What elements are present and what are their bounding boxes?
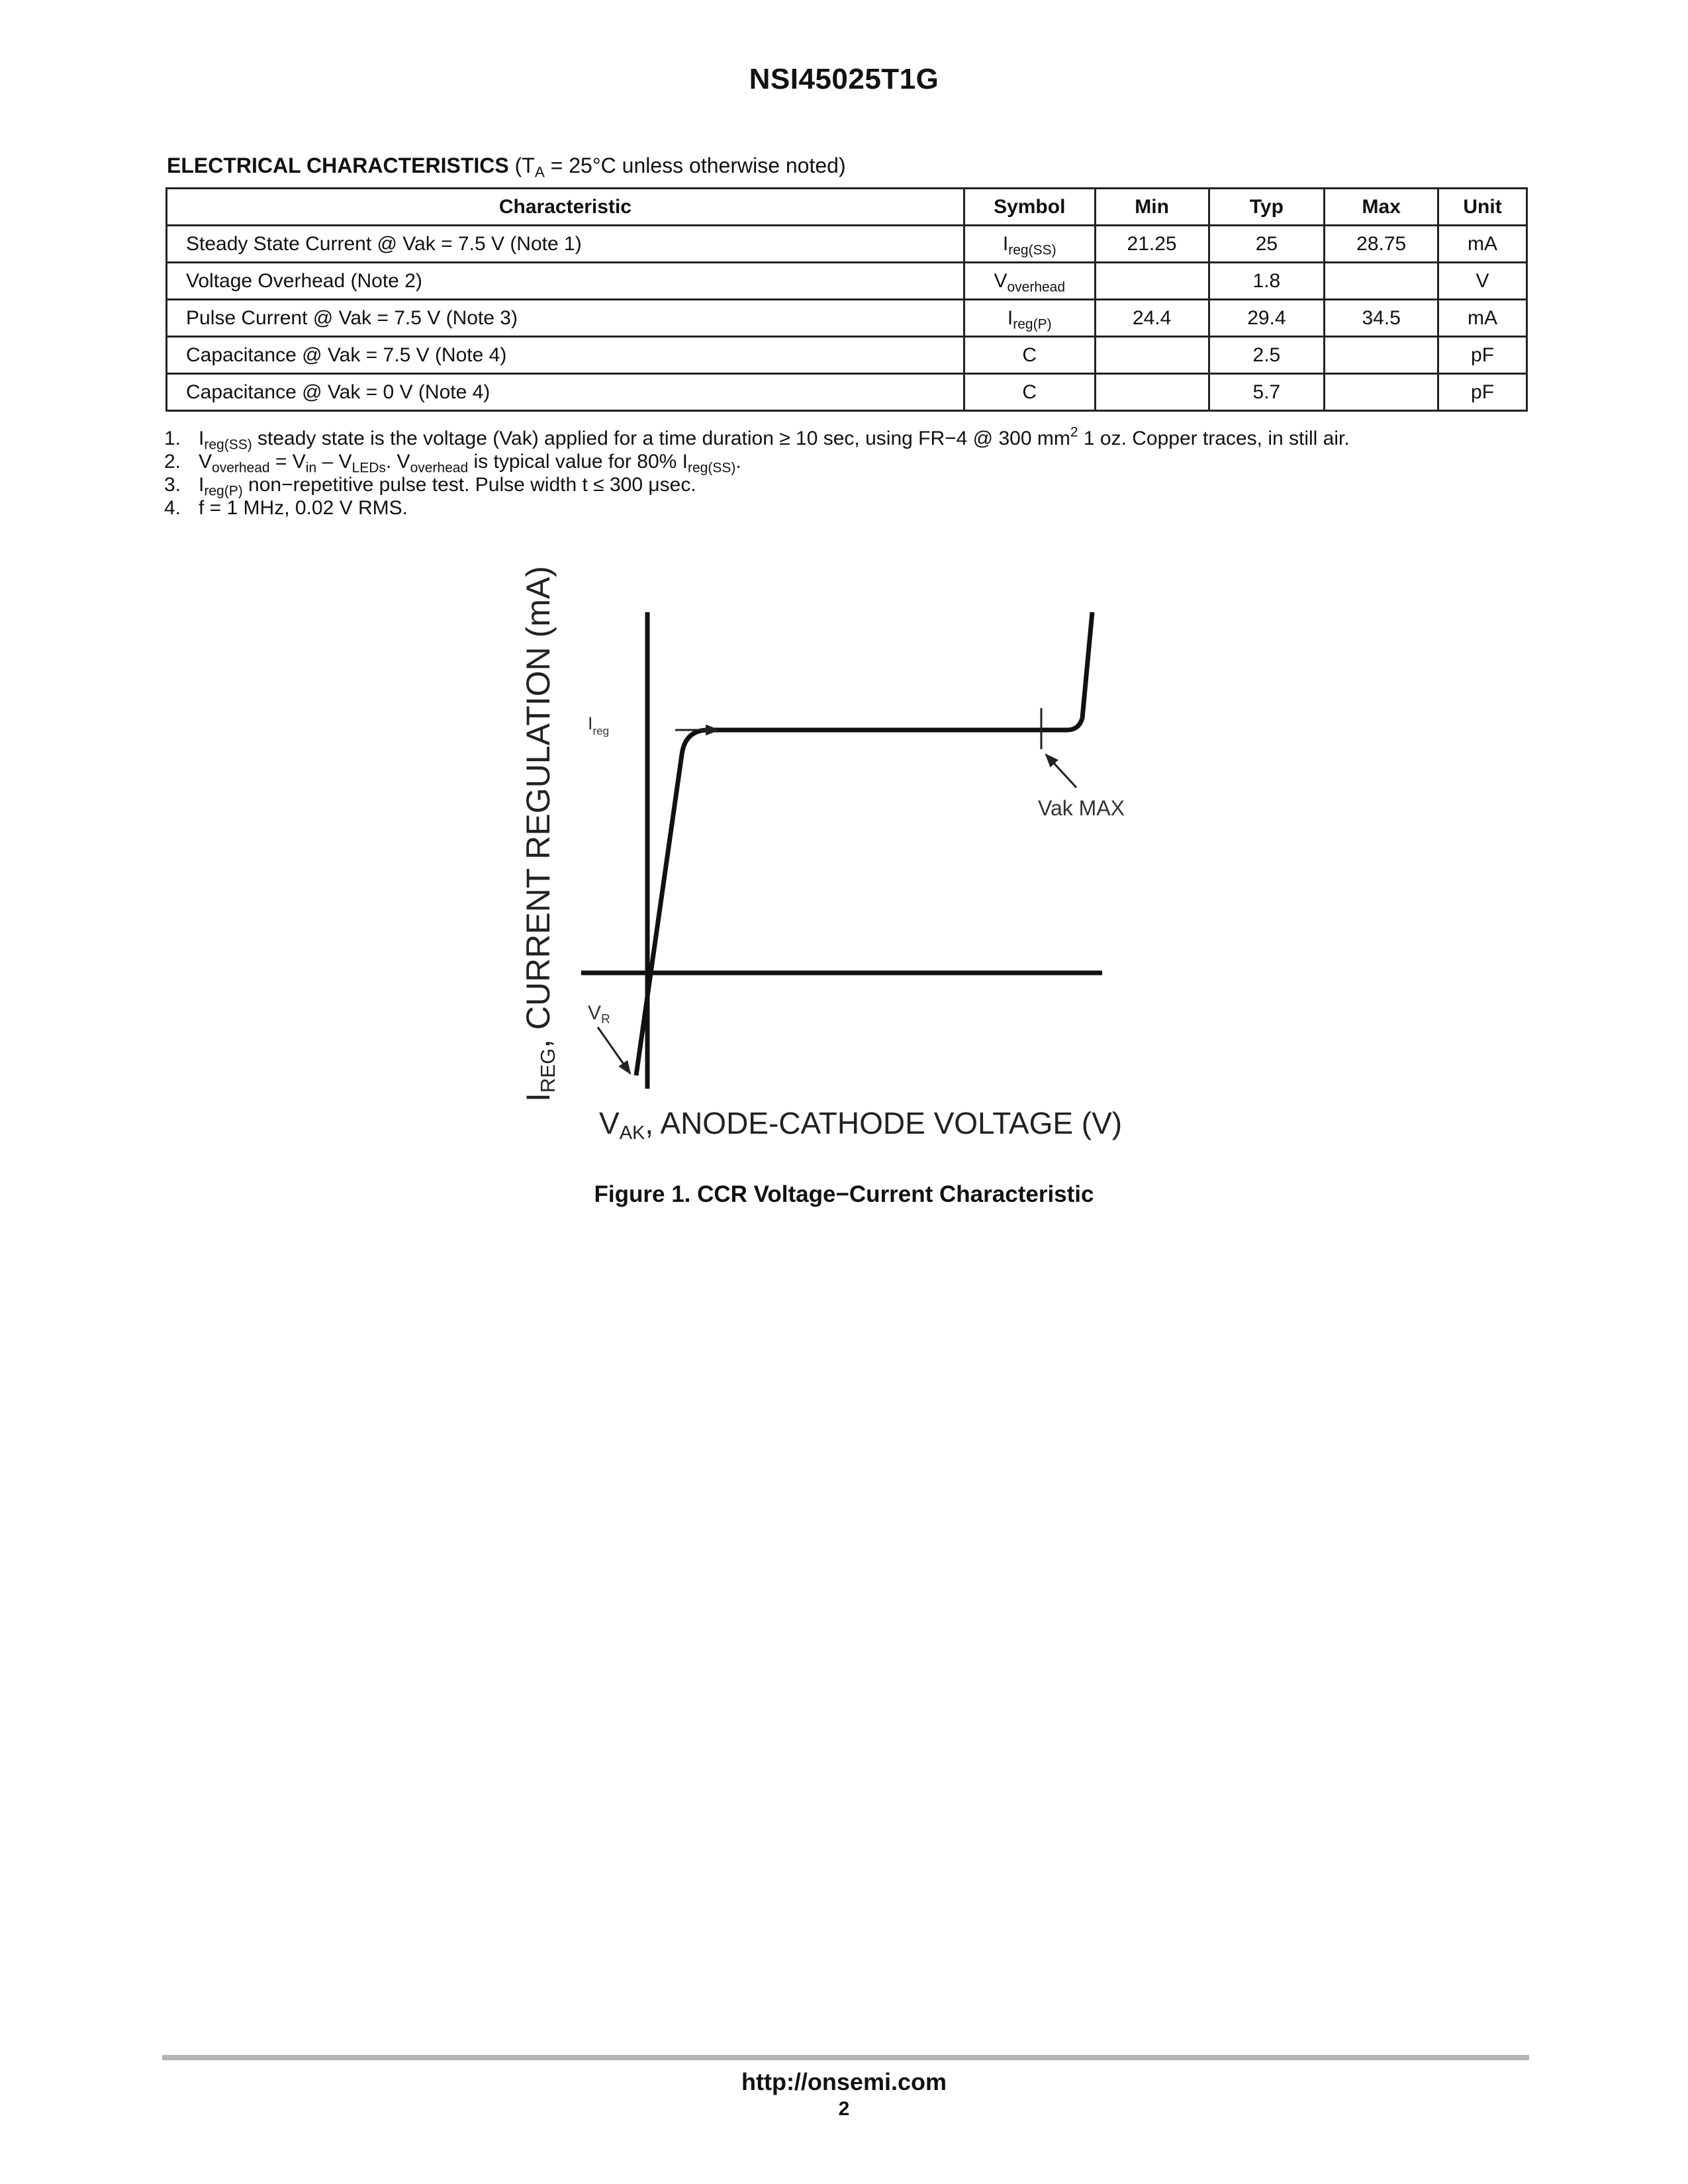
cell-typ: 2.5 — [1209, 337, 1325, 374]
x-axis-label: VAK, ANODE-CATHODE VOLTAGE (V) — [599, 1106, 1123, 1144]
ireg-label: $I_{reg}$ — [588, 713, 610, 737]
header-typ: Typ — [1209, 189, 1325, 226]
cell-symbol: $V_{overhead}$ — [964, 263, 1095, 300]
cell-symbol: $I_{reg(P)}$ — [964, 300, 1095, 337]
cell-max — [1325, 337, 1438, 374]
y-axis-label: IREG, CURRENT REGULATION (mA) — [520, 566, 559, 1102]
cell-characteristic: Voltage Overhead (Note 2) — [167, 263, 964, 300]
cell-characteristic: Steady State Current @ Vak = 7.5 V (Note 1) — [167, 226, 964, 263]
note-3: 3. $I_{reg(P)}$ non−repetitive pulse test. Pulse width t ≤ 300 μsec. — [164, 474, 696, 499]
note-4-text: f = 1 MHz, 0.02 V RMS. — [199, 497, 408, 519]
cell-max: 34.5 — [1325, 300, 1438, 337]
cell-min — [1095, 337, 1209, 374]
header-symbol: Symbol — [964, 189, 1095, 226]
cell-min: 21.25 — [1095, 226, 1209, 263]
page-title: NSI45025T1G — [749, 63, 939, 95]
cell-characteristic: Capacitance @ Vak = 7.5 V (Note 4) — [167, 337, 964, 374]
note-2-text: $V_{overhead} = V_{in} - V_{LEDs}$. $V_{overhead}$ is typical value for 80% $I_{reg(SS)}$. — [199, 451, 741, 476]
note-2: 2. $V_{overhead} = V_{in} - V_{LEDs}$. $V_{overhead}$ is typical value for 80% $I_{reg(SS)}$. — [164, 451, 741, 476]
header-max: Max — [1325, 189, 1438, 226]
cell-max — [1325, 374, 1438, 411]
note-1: 1. $I_{reg(SS)}$ steady state is the voltage (Vak) applied for a time duration ≥ 10 sec, using FR−4 @ 300 $mm^2$ 1 oz. Copper traces, in still air. — [164, 424, 1350, 453]
section-condition: ($T_A = 25^\circ C$ unless otherwise noted) — [514, 154, 846, 181]
note-4: 4. f = 1 MHz, 0.02 V RMS. — [164, 497, 408, 519]
vr-label: $V_R$ — [588, 1002, 610, 1026]
cell-unit: mA — [1438, 226, 1527, 263]
cell-typ: 29.4 — [1209, 300, 1325, 337]
cell-max — [1325, 263, 1438, 300]
cell-characteristic: Capacitance @ Vak = 0 V (Note 4) — [167, 374, 964, 411]
table-row — [167, 337, 1527, 374]
cell-typ: 25 — [1209, 226, 1325, 263]
vakmax-arrow — [1046, 754, 1076, 788]
cell-symbol: $I_{reg(SS)}$ — [964, 226, 1095, 263]
page-number: 2 — [838, 2098, 850, 2120]
footer-url-link[interactable]: http://onsemi.com — [741, 2068, 947, 2095]
section-heading-bold: ELECTRICAL CHARACTERISTICS — [167, 154, 509, 177]
cell-typ: 1.8 — [1209, 263, 1325, 300]
cell-max: 28.75 — [1325, 226, 1438, 263]
header-characteristic: Characteristic — [167, 189, 964, 226]
cell-symbol: C — [964, 374, 1095, 411]
note-1-text: $I_{reg(SS)}$ steady state is the voltage (Vak) applied for a time duration ≥ 10 sec, using FR−4 @ 300 $mm^2$ 1 oz. Copper traces, in still air. — [199, 424, 1350, 453]
cell-min: 24.4 — [1095, 300, 1209, 337]
table-row — [167, 300, 1527, 337]
vr-arrow — [598, 1027, 630, 1073]
header-min: Min — [1095, 189, 1209, 226]
cell-unit: pF — [1438, 374, 1527, 411]
ccr-vi-figure — [516, 556, 1172, 1171]
cell-min — [1095, 263, 1209, 300]
vakmax-label: Vak MAX — [1038, 796, 1125, 820]
vi-curve — [636, 612, 1092, 1075]
table-row — [167, 263, 1527, 300]
cell-symbol: C — [964, 337, 1095, 374]
cell-characteristic: Pulse Current @ Vak = 7.5 V (Note 3) — [167, 300, 964, 337]
table-header-row — [167, 189, 1527, 226]
table-row — [167, 374, 1527, 411]
cell-typ: 5.7 — [1209, 374, 1325, 411]
cell-unit: mA — [1438, 300, 1527, 337]
note-3-text: $I_{reg(P)}$ non−repetitive pulse test. Pulse width t ≤ 300 μsec. — [199, 474, 696, 499]
cell-unit: pF — [1438, 337, 1527, 374]
footer-divider — [162, 2055, 1529, 2060]
figure-caption: Figure 1. CCR Voltage−Current Characteristic — [594, 1181, 1094, 1207]
table-notes — [164, 424, 1350, 520]
header-unit: Unit — [1438, 189, 1527, 226]
table-row — [167, 226, 1527, 263]
electrical-characteristics-table — [165, 187, 1528, 412]
cell-unit: V — [1438, 263, 1527, 300]
cell-min — [1095, 374, 1209, 411]
section-heading — [167, 154, 846, 181]
